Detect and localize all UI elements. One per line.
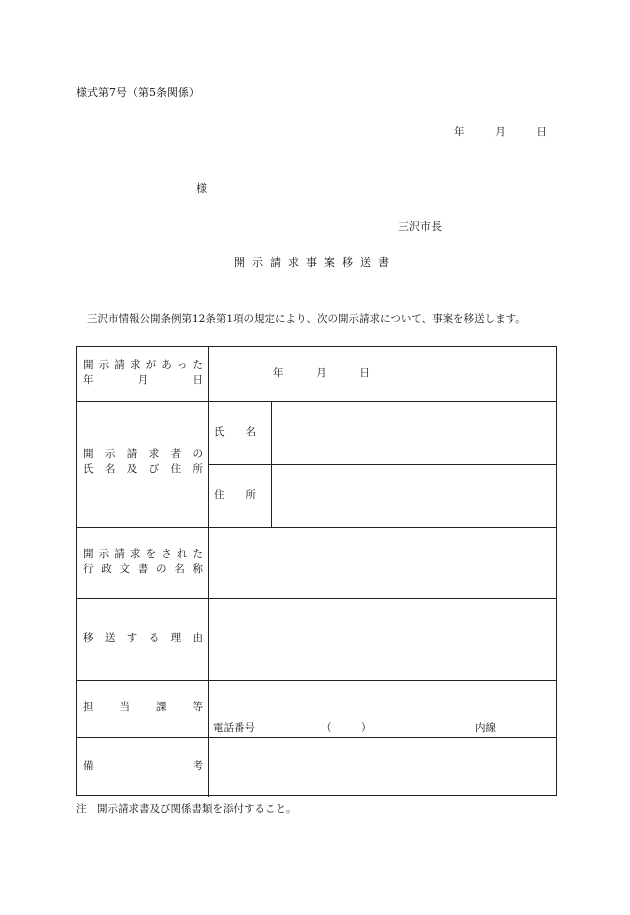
extension-label: 内線	[475, 722, 496, 734]
body-text: 三沢市情報公開条例第12条第1項の規定により、次の開示請求について、事案を移送します。	[87, 313, 526, 325]
phone-label: 電話番号	[213, 722, 255, 734]
label-document-name: 開示請求をされた 行政文書の名称	[83, 548, 203, 575]
label-requester-address: 住 所	[214, 489, 256, 501]
requester-address-field[interactable]	[272, 465, 556, 526]
label-transfer-reason: 移送する理由	[83, 632, 203, 644]
addressee: 様	[196, 182, 207, 195]
date-day: 日	[536, 126, 547, 138]
document-name-field[interactable]	[209, 528, 556, 597]
request-date-value: 年 月 日	[273, 367, 370, 379]
transfer-table	[76, 346, 557, 796]
phone-paren-open: （	[321, 722, 332, 734]
label-requester-name: 氏 名	[214, 426, 256, 438]
phone-paren-close: ）	[361, 722, 372, 734]
date-month: 月	[495, 126, 506, 138]
date-year: 年	[454, 126, 465, 138]
remarks-field[interactable]	[209, 738, 556, 795]
form-number: 様式第7号（第5条関係）	[76, 86, 200, 99]
transfer-reason-field[interactable]	[209, 599, 556, 679]
label-request-date: 開示請求があった 年 月 日	[83, 359, 203, 386]
label-remarks: 備 考	[83, 760, 203, 772]
issue-date	[454, 124, 547, 139]
footnote: 注 開示請求書及び関係書類を添付すること。	[76, 803, 297, 815]
row-divider	[77, 680, 556, 681]
requester-name-field[interactable]	[272, 402, 556, 463]
label-requester: 開示請求者の 氏名及び住所	[83, 448, 203, 475]
sender: 三沢市長	[398, 220, 442, 233]
page-title: 開示請求事案移送書	[234, 256, 396, 269]
label-department: 担 当 課 等	[83, 701, 203, 713]
